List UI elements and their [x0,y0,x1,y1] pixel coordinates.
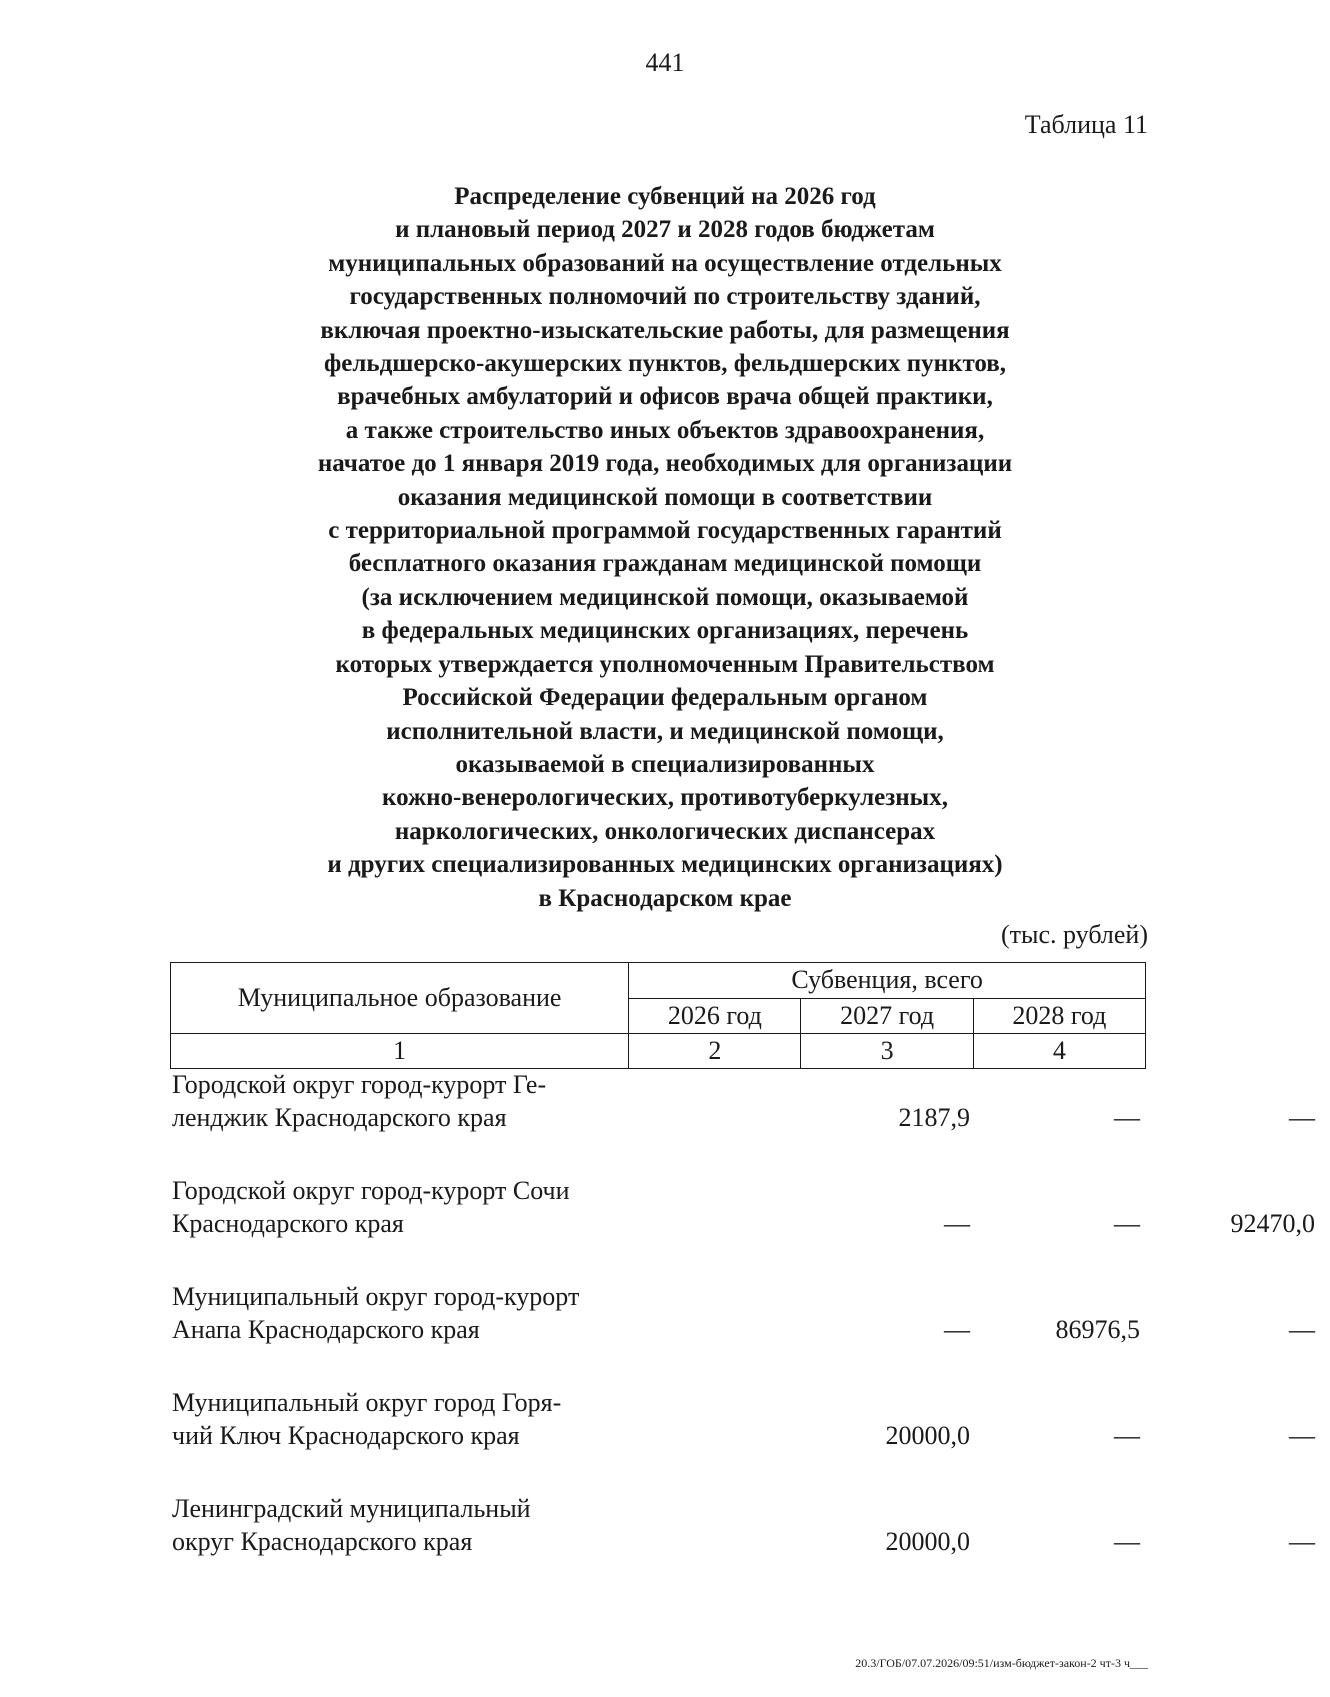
year-header-2026: 2026 год [629,998,801,1034]
municipality-name-line: Краснодарского края [172,1209,404,1238]
value-2027: — [1114,1421,1140,1450]
value-2027: — [1114,1209,1140,1238]
title-line: наркологических, онкологических диспансерах [394,817,936,845]
title-line: в Краснодарском крае [538,884,792,912]
subvention-total-header: Субвенция, всего [629,963,1146,999]
title-line: с территориальной программой государственных гарантий [328,517,1002,545]
title-line: исполнительной власти, и медицинской помощи, [386,717,944,745]
value-2028: — [1289,1527,1315,1556]
title-line: в федеральных медицинских организациях, перечень [361,617,969,645]
value-2028: 92470,0 [1230,1209,1315,1238]
municipality-name-line: округ Краснодарского края [172,1527,473,1556]
title-line: бесплатного оказания гражданам медицинской помощи [348,550,982,578]
title-line: и других специализированных медицинских организациях) [327,851,1003,879]
table-body [170,1068,1315,1598]
title-line: оказываемой в специализированных [455,750,875,778]
title-line: которых утверждается уполномоченным Правительством [335,650,995,678]
document-title [100,180,1230,915]
page-number: 441 [645,48,685,77]
title-line: кожно-венерологических, противотуберкулезных, [382,784,948,812]
title-line: начатое до 1 января 2019 года, необходимых для организации [317,450,1013,478]
municipality-name-line: Городской округ город-курорт Сочи [172,1176,570,1205]
municipality-name [172,1174,642,1240]
table-header [170,962,1146,1069]
municipality-header: Муниципальное образование [171,963,629,1034]
municipality-name-line: Ленинградский муниципальный [172,1494,531,1523]
column-number-4: 4 [973,1034,1145,1069]
title-line: государственных полномочий по строительству зданий, [349,283,981,311]
title-line: а также строительство иных объектов здравоохранения, [345,416,985,444]
table-row [170,1492,1315,1598]
table-label: Таблица 11 [1024,110,1148,139]
municipality-name-line: Муниципальный округ город Горя- [172,1388,562,1417]
municipality-name-line: чий Ключ Краснодарского края [172,1421,520,1450]
value-2027: 86976,5 [1055,1315,1140,1344]
year-header-2028: 2028 год [973,998,1145,1034]
value-2028: — [1289,1421,1315,1450]
municipality-name-line: Городской округ город-курорт Ге- [172,1070,547,1099]
municipality-name-line: Анапа Краснодарского края [172,1315,480,1344]
municipality-name-line: ленджик Краснодарского края [172,1103,507,1132]
value-2026: 2187,9 [898,1103,970,1132]
value-2028: — [1289,1103,1315,1132]
value-2026: 20000,0 [885,1527,970,1556]
units-label: (тыс. рублей) [1000,920,1148,949]
column-number-2: 2 [629,1034,801,1069]
table-row [170,1068,1315,1174]
title-line: оказания медицинской помощи в соответствии [397,483,933,511]
value-2026: — [944,1315,970,1344]
municipality-name [172,1280,642,1346]
table-row [170,1174,1315,1280]
title-line: Российской Федерации федеральным органом [402,684,928,712]
municipality-name [172,1492,642,1558]
value-2027: — [1114,1527,1140,1556]
value-2028: — [1289,1315,1315,1344]
footer-reference: 20.3/ГОБ/07.07.2026/09:51/изм-бюджет-закон-2 чт-3 ч___ [855,1656,1148,1670]
title-line: Распределение субвенций на 2026 год [454,183,876,210]
value-2026: — [944,1209,970,1238]
value-2026: 20000,0 [885,1421,970,1450]
title-line: и плановый период 2027 и 2028 годов бюджетам [395,216,935,244]
municipality-name [172,1068,642,1134]
municipality-name [172,1386,642,1452]
title-line: включая проектно-изыскательские работы, для размещения [320,316,1010,344]
column-number-3: 3 [801,1034,973,1069]
title-line: врачебных амбулаторий и офисов врача общей практики, [337,383,993,411]
value-2027: — [1114,1103,1140,1132]
municipality-name-line: Муниципальный округ город-курорт [172,1282,580,1311]
table-row [170,1386,1315,1492]
year-header-2027: 2027 год [801,998,973,1034]
table-row [170,1280,1315,1386]
title-line: муниципальных образований на осуществление отдельных [328,249,1002,277]
title-line: фельдшерско-акушерских пунктов, фельдшерских пунктов, [323,350,1007,378]
column-number-1: 1 [171,1034,629,1069]
title-line: (за исключением медицинской помощи, оказываемой [361,583,969,611]
